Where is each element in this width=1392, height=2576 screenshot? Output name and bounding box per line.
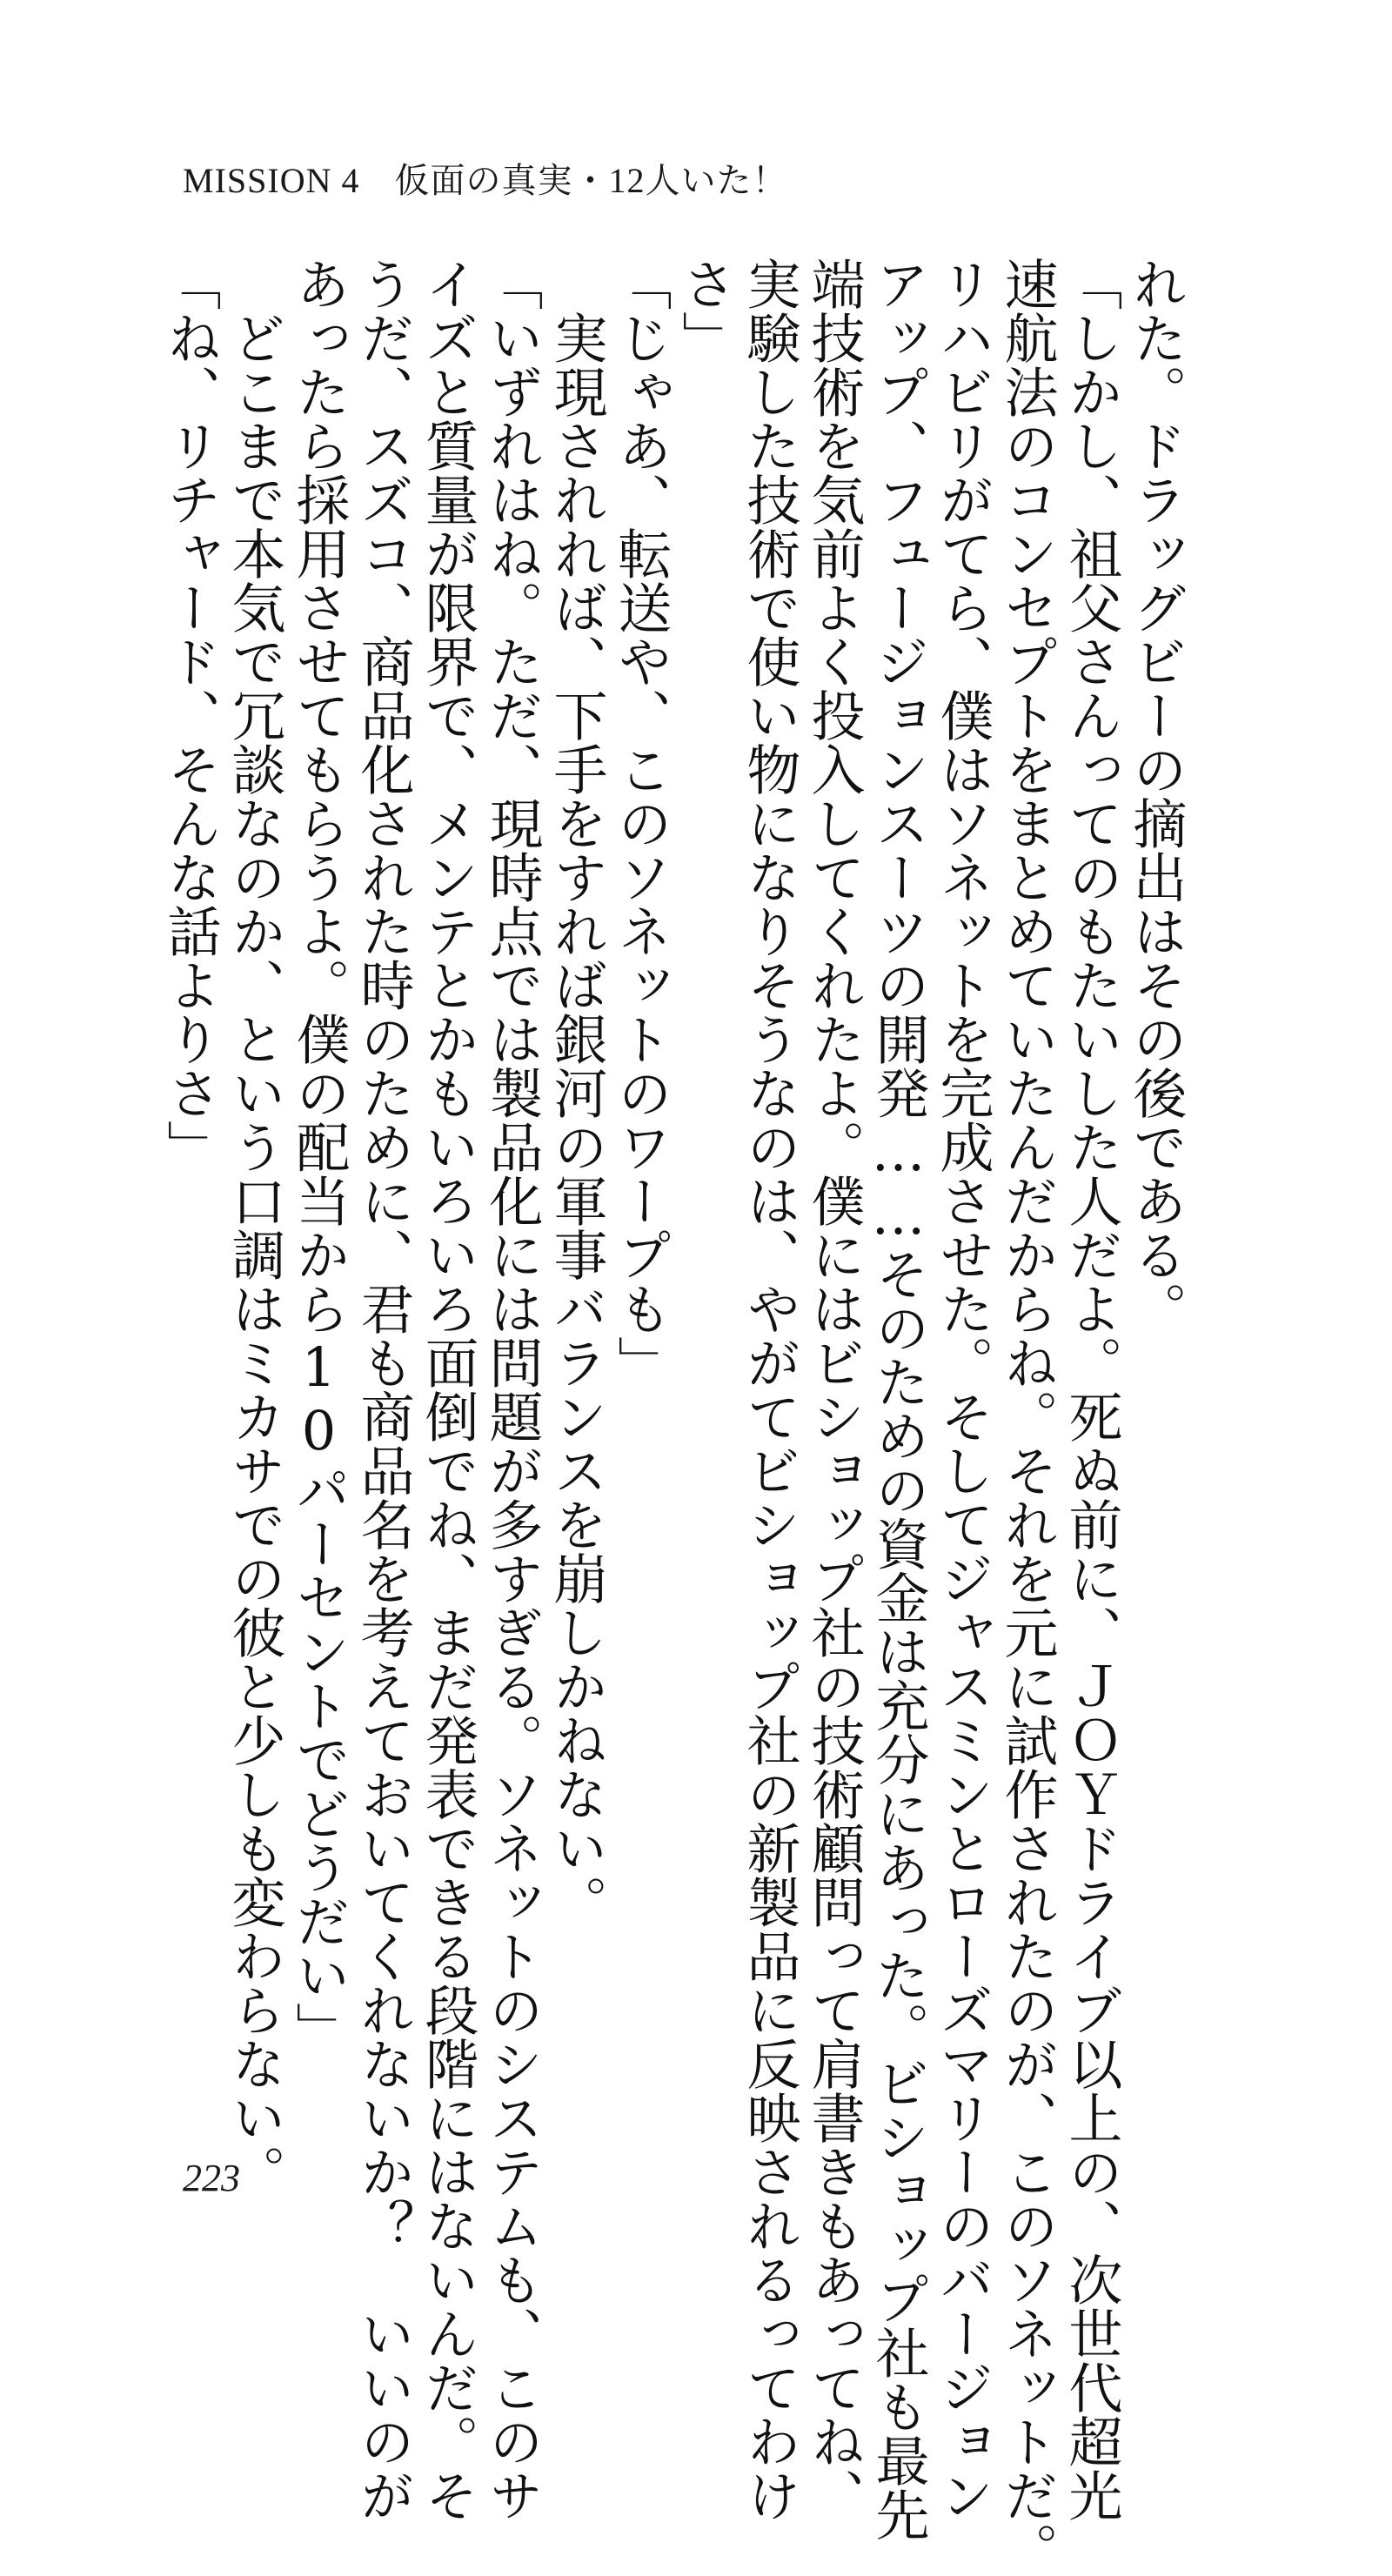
text-line: 端技術を気前よく投入してくれたよ。僕にはビショップ社の技術顧問って肩書きもあってね、 [802, 257, 866, 2522]
text-line: リハビリがてら、僕はソネットを完成させた。そしてジャスミンとローズマリーのバージョン [931, 257, 994, 2522]
text-line: 実験した技術で使い物になりそうなのは、やがてビショップ社の新製品に反映されるってわけ [738, 257, 801, 2522]
text-line: どこまで本気で冗談なのか、という口調はミカサでの彼と少しも変わらない。 [223, 257, 286, 2198]
text-line: 実現されれば、下手をすれば銀河の軍事バランスを崩しかねない。 [545, 257, 608, 1929]
running-head-mission: MISSION 4 [183, 161, 360, 200]
text-line: うだ、スズコ、商品化された時のために、君も商品名を考えておいてくれないか？ いいのが [351, 257, 415, 2522]
text-line: 「いずれはね。ただ、現時点では製品化には問題が多すぎる。ソネットのシステムも、このサ [480, 257, 544, 2522]
page-number: 223 [183, 2157, 240, 2199]
text-line: さ」 [673, 257, 737, 365]
text-line: アップ、フュージョンスーツの開発……そのための資金は充分にあった。ビショップ社も最先 [867, 257, 930, 2541]
text-line: あったら採用させてもらうよ。僕の配当から10パーセントでどうだい」 [287, 257, 351, 2056]
text-line: 「ね、リチャード、そんな話よりさ」 [158, 257, 222, 1174]
text-line: 「じゃあ、転送や、このソネットのワープも」 [609, 257, 673, 1389]
running-head [183, 153, 787, 203]
running-head-chapter-title: 仮面の真実・12人いた！ [394, 161, 788, 200]
text-line: れた。ドラッグビーの摘出はその後である。 [1124, 257, 1188, 1335]
text-line: 「しかし、祖父さんってのもたいした人だよ。死ぬ前に、ＪＯＹドライブ以上の、次世代超光 [1060, 257, 1123, 2522]
text-line: 速航法のコンセプトをまとめていたんだからね。それを元に試作されたのが、このソネットだ。 [995, 257, 1059, 2576]
text-line: イズと質量が限界で、メンテとかもいろいろ面倒でね、まだ発表できる段階にはないんだ。そ [416, 257, 479, 2522]
